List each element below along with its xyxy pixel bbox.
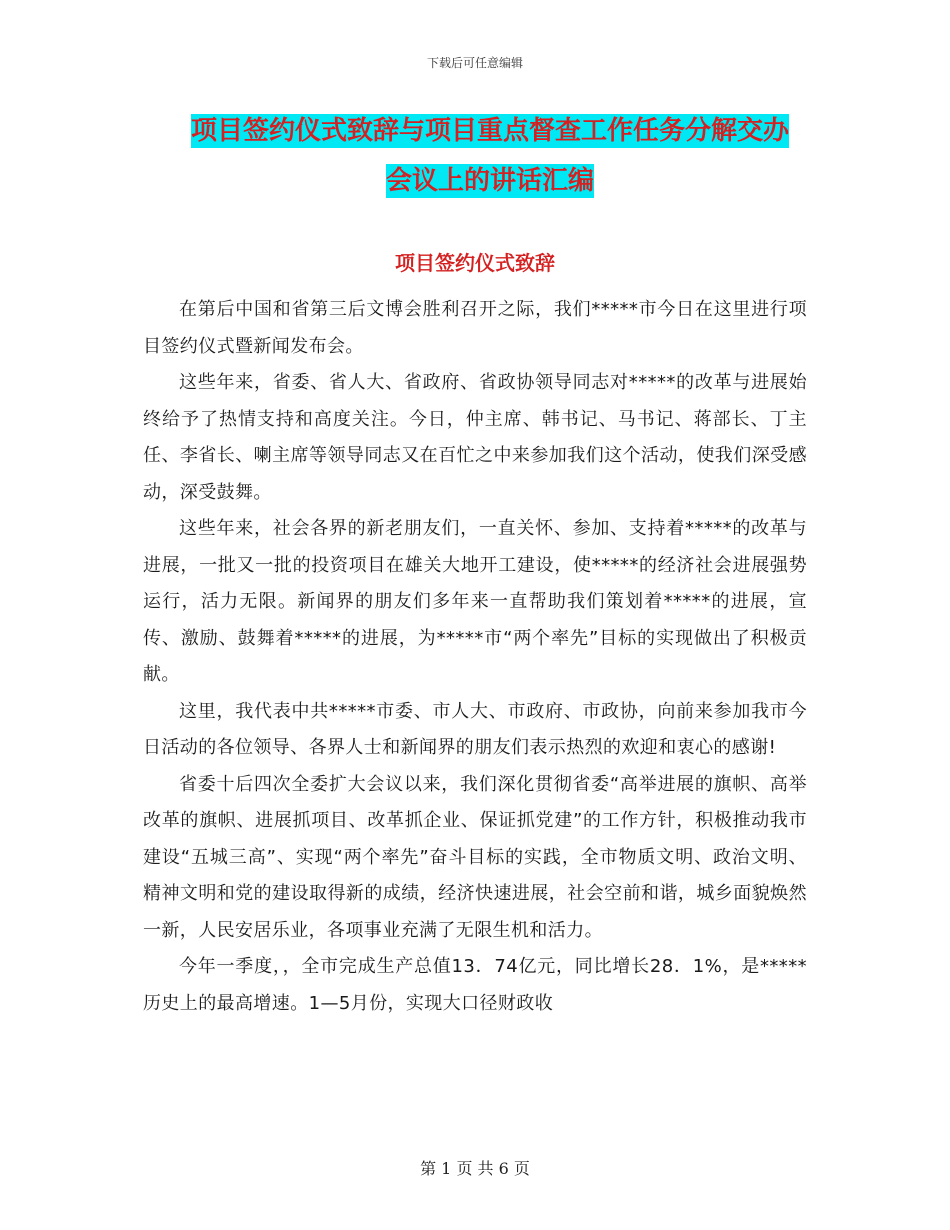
- document-title: [140, 106, 840, 206]
- document-title-line-2: 会议上的讲话汇编: [385, 166, 594, 196]
- section-title: 项目签约仪式致辞: [395, 251, 555, 275]
- paragraph: 这些年来，社会各界的新老朋友们，一直关怀、参加、支持着*****的改革与进展，一批又一批的投资项目在雄关大地开工建设，使*****的经济社会进展强势运行，活力无限。新闻界的朋友们多年来一直帮助我们策划着*****的进展，宣传、激励、鼓舞着*****的进展，为*****市“两个率先”目标的实现做出了积极贡献。: [143, 518, 807, 685]
- paragraph: 省委十后四次全委扩大会议以来，我们深化贯彻省委“高举进展的旗帜、高举改革的旗帜、进展抓项目、改革抓企业、保证抓党建”的工作方针，积极推动我市建设“五城三高”、实现“两个率先”奋斗目标的实践，全市物质文明、政治文明、精神文明和党的建设取得新的成绩，经济快速进展，社会空前和谐，城乡面貌焕然一新，人民安居乐业，各项事业充满了无限生机和活力。: [143, 773, 807, 941]
- paragraph: 在第后中国和省第三后文博会胜利召开之际，我们*****市今日在这里进行项目签约仪式暨新闻发布会。: [143, 299, 807, 357]
- document-title-line-1: 项目签约仪式致辞与项目重点督查工作任务分解交办: [190, 116, 789, 146]
- paragraph: 这些年来，省委、省人大、省政府、省政协领导同志对*****的改革与进展始终给予了热情支持和高度关注。今日，仲主席、韩书记、马书记、蒋部长、丁主任、李省长、喇主席等领导同志又在百忙之中来参加我们这个活动，使我们深受感动，深受鼓舞。: [143, 372, 807, 503]
- page-footer: 第 1 页 共 6 页: [420, 1159, 530, 1178]
- page-header-note: 下载后可任意编辑: [426, 56, 523, 70]
- paragraph: 今年一季度，，全市完成生产总值13．74亿元，同比增长28．1%，是*****历史上的最高增速。1—5月份，实现大口径财政收: [143, 956, 807, 1014]
- paragraph: 这里，我代表中共*****市委、市人大、市政府、市政协，向前来参加我市今日活动的各位领导、各界人士和新闻界的朋友们表示热烈的欢迎和衷心的感谢!: [143, 700, 807, 758]
- body-text: [143, 292, 807, 1022]
